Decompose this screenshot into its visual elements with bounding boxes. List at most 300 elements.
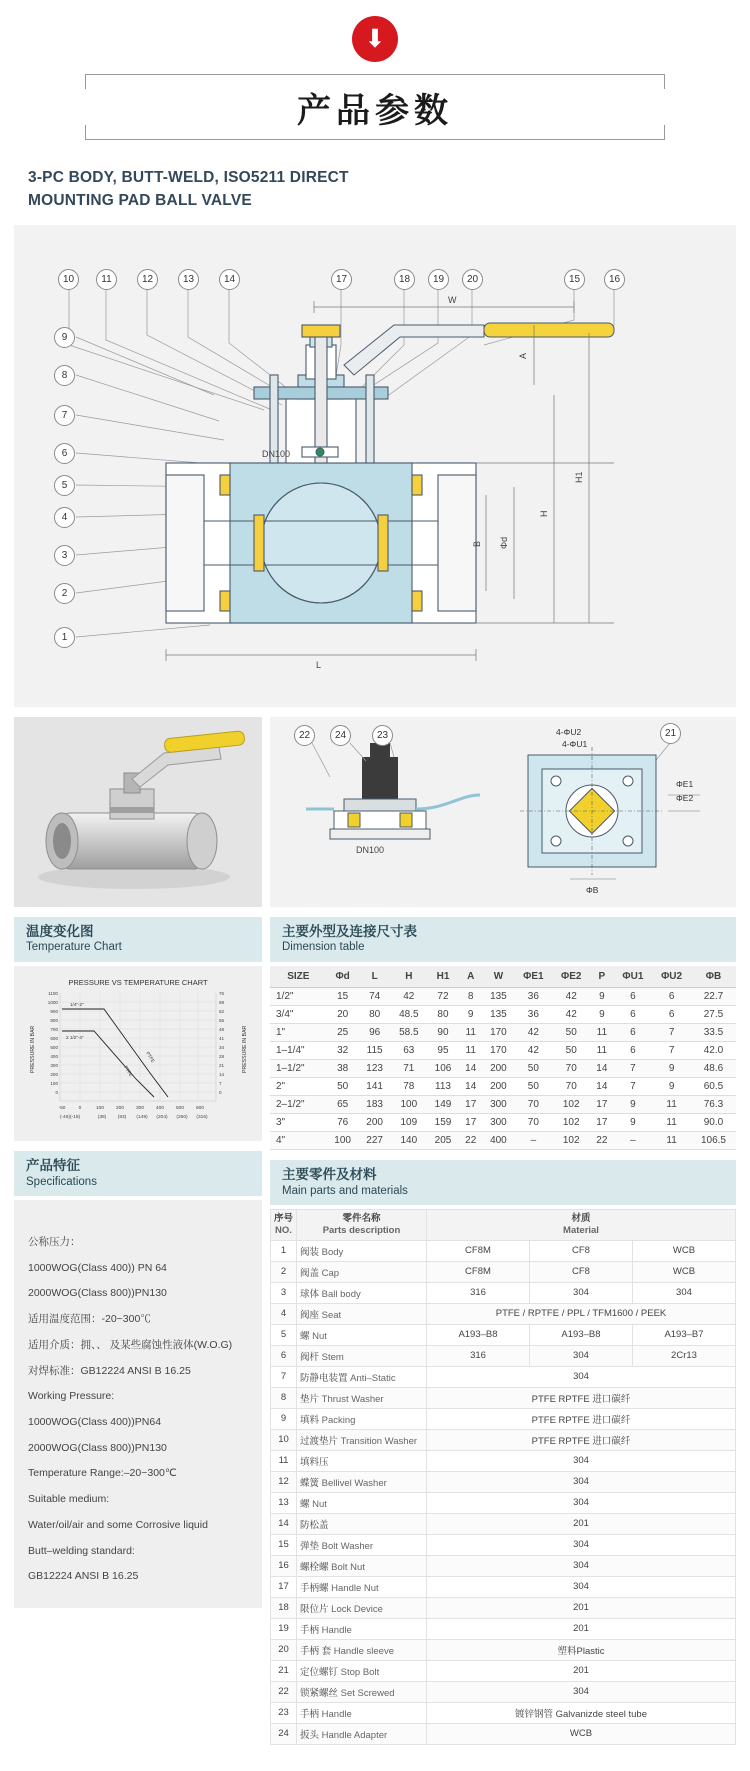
dim-cell: 14 bbox=[590, 1059, 613, 1077]
table-row bbox=[271, 1282, 736, 1303]
table-row bbox=[271, 1240, 736, 1261]
specifications-title-en: Specifications bbox=[26, 1175, 97, 1188]
dimension-table bbox=[270, 966, 736, 1150]
part-material: 2Cr13 bbox=[632, 1345, 735, 1366]
part-name: 锁紧螺丝 Set Screwed bbox=[297, 1681, 427, 1702]
dim-cell: 106 bbox=[427, 1059, 459, 1077]
part-number: 17 bbox=[271, 1576, 297, 1597]
dim-cell: 3/4" bbox=[270, 1005, 327, 1023]
dim-cell: 50 bbox=[514, 1077, 552, 1095]
dim-cell: 15 bbox=[327, 987, 359, 1005]
dim-cell: 113 bbox=[427, 1077, 459, 1095]
dim-col: ΦE2 bbox=[552, 966, 590, 988]
callout-6: 6 bbox=[54, 443, 75, 464]
specifications-header bbox=[14, 1151, 262, 1196]
svg-text:0: 0 bbox=[219, 1090, 222, 1096]
table-row bbox=[271, 1555, 736, 1576]
part-number: 21 bbox=[271, 1660, 297, 1681]
svg-text:200: 200 bbox=[50, 1072, 58, 1078]
dim-cell: 183 bbox=[359, 1095, 391, 1113]
part-material: 201 bbox=[427, 1513, 736, 1534]
dim-cell: 50 bbox=[552, 1023, 590, 1041]
dim-cell: 63 bbox=[391, 1041, 427, 1059]
svg-text:400: 400 bbox=[50, 1054, 58, 1060]
dim-cell: 42 bbox=[391, 987, 427, 1005]
svg-text:(204): (204) bbox=[156, 1115, 168, 1121]
dim-cell: 76.3 bbox=[691, 1095, 736, 1113]
table-row bbox=[271, 1324, 736, 1345]
svg-text:200: 200 bbox=[115, 1106, 125, 1112]
svg-text:300: 300 bbox=[135, 1106, 145, 1112]
part-material: CF8M bbox=[427, 1240, 530, 1261]
svg-text:100: 100 bbox=[95, 1106, 105, 1112]
part-name: 限位片 Lock Device bbox=[297, 1597, 427, 1618]
dim-cell: 100 bbox=[391, 1095, 427, 1113]
dim-cell: 6 bbox=[652, 987, 691, 1005]
part-material: 304 bbox=[427, 1471, 736, 1492]
callout-12: 12 bbox=[137, 269, 158, 290]
svg-text:PRESSURE VS TEMPERATURE CHART: PRESSURE VS TEMPERATURE CHART bbox=[68, 978, 208, 988]
callout-5: 5 bbox=[54, 475, 75, 496]
svg-text:600: 600 bbox=[195, 1106, 205, 1112]
parts-table-header bbox=[270, 1160, 736, 1205]
dim-cell: 58.5 bbox=[391, 1023, 427, 1041]
dim-cell: 25 bbox=[327, 1023, 359, 1041]
dim-col: L bbox=[359, 966, 391, 988]
part-name: 手柄 Handle bbox=[297, 1618, 427, 1639]
part-material: 201 bbox=[427, 1597, 736, 1618]
specifications-body bbox=[14, 1200, 262, 1608]
dim-cell: 9 bbox=[614, 1113, 653, 1131]
dim-cell: 6 bbox=[652, 1005, 691, 1023]
dim-cell: 149 bbox=[427, 1095, 459, 1113]
part-material: 304 bbox=[427, 1492, 736, 1513]
dim-cell: 78 bbox=[391, 1077, 427, 1095]
svg-text:76: 76 bbox=[219, 991, 225, 997]
dim-cell: 96 bbox=[359, 1023, 391, 1041]
dim-cell: 9 bbox=[459, 1005, 482, 1023]
dim-cell: 14 bbox=[459, 1077, 482, 1095]
part-material: 304 bbox=[427, 1534, 736, 1555]
arrow-banner bbox=[0, 0, 750, 68]
svg-text:2 1/2"-4": 2 1/2"-4" bbox=[66, 1035, 84, 1041]
svg-text:62: 62 bbox=[219, 1009, 225, 1015]
svg-text:0: 0 bbox=[55, 1090, 58, 1096]
dim-col: ΦE1 bbox=[514, 966, 552, 988]
svg-text:48: 48 bbox=[219, 1027, 225, 1033]
svg-text:DN100: DN100 bbox=[262, 448, 291, 459]
table-row bbox=[271, 1408, 736, 1429]
dim-cell: 11 bbox=[590, 1041, 613, 1059]
dim-cell: 170 bbox=[482, 1023, 514, 1041]
callout-14: 14 bbox=[219, 269, 240, 290]
dim-cell: 80 bbox=[359, 1005, 391, 1023]
dim-cell: 7 bbox=[652, 1041, 691, 1059]
part-name: 填料 Packing bbox=[297, 1408, 427, 1429]
parts-mat-cn: 材质 bbox=[571, 1213, 591, 1224]
dim-cell: 100 bbox=[327, 1131, 359, 1149]
part-material: A193–B7 bbox=[632, 1324, 735, 1345]
dim-cell: 170 bbox=[482, 1041, 514, 1059]
dim-cell: 109 bbox=[391, 1113, 427, 1131]
svg-text:41: 41 bbox=[219, 1036, 225, 1042]
dim-cell: 70 bbox=[514, 1113, 552, 1131]
part-number: 2 bbox=[271, 1261, 297, 1282]
spec-line: 适用介质：拥、、 及某些腐蚀性液体(W.O.G) bbox=[28, 1338, 233, 1351]
callout-10: 10 bbox=[58, 269, 79, 290]
dim-cell: 11 bbox=[652, 1095, 691, 1113]
tables-column bbox=[270, 917, 736, 1745]
pressure-temperature-chart bbox=[14, 966, 262, 1141]
part-name: 阀装 Body bbox=[297, 1240, 427, 1261]
assembly-svg bbox=[14, 225, 736, 707]
dim-cell: 8 bbox=[459, 987, 482, 1005]
dim-cell: 42 bbox=[514, 1041, 552, 1059]
svg-text:(149): (149) bbox=[136, 1115, 148, 1121]
dim-cell: 95 bbox=[427, 1041, 459, 1059]
callout-15: 15 bbox=[564, 269, 585, 290]
part-name: 螺 Nut bbox=[297, 1492, 427, 1513]
dim-cell: 27.5 bbox=[691, 1005, 736, 1023]
svg-text:A: A bbox=[518, 352, 528, 359]
table-row bbox=[271, 1618, 736, 1639]
spec-line: 对焊标准：GB12224 ANSI B 16.25 bbox=[28, 1364, 191, 1377]
dim-cell: 102 bbox=[552, 1113, 590, 1131]
parts-header-row bbox=[271, 1210, 736, 1241]
dim-col: Φd bbox=[327, 966, 359, 988]
dim-col: W bbox=[482, 966, 514, 988]
dim-cell: 70 bbox=[552, 1059, 590, 1077]
part-number: 6 bbox=[271, 1345, 297, 1366]
chart-and-dimension-row bbox=[14, 917, 736, 1745]
svg-text:700: 700 bbox=[50, 1027, 58, 1033]
callout-20: 20 bbox=[462, 269, 483, 290]
dim-cell: 42 bbox=[552, 1005, 590, 1023]
dim-cell: 1/2" bbox=[270, 987, 327, 1005]
part-material: 304 bbox=[427, 1450, 736, 1471]
part-material: 316 bbox=[427, 1282, 530, 1303]
dim-cell: 90 bbox=[427, 1023, 459, 1041]
handle-graphic bbox=[344, 323, 614, 375]
part-number: 10 bbox=[271, 1429, 297, 1450]
table-row bbox=[270, 1041, 736, 1059]
parts-materials-table bbox=[270, 1209, 736, 1745]
dim-cell: 22 bbox=[459, 1131, 482, 1149]
svg-text:400: 400 bbox=[155, 1106, 165, 1112]
spec-line: 1000WOG(Class 400))PN64 bbox=[28, 1416, 162, 1429]
dim-cell: 7 bbox=[652, 1023, 691, 1041]
part-material: 304 bbox=[427, 1681, 736, 1702]
callout-4: 4 bbox=[54, 507, 75, 528]
callout-3: 3 bbox=[54, 545, 75, 566]
dim-cell: 1–1/4" bbox=[270, 1041, 327, 1059]
valve-product-photo bbox=[14, 717, 262, 907]
part-material: A193–B8 bbox=[427, 1324, 530, 1345]
dim-cell: 42 bbox=[552, 987, 590, 1005]
svg-text:1/4"-2": 1/4"-2" bbox=[70, 1002, 84, 1008]
parts-col-name bbox=[297, 1210, 427, 1241]
svg-text:21: 21 bbox=[219, 1063, 225, 1069]
callout-19: 19 bbox=[428, 269, 449, 290]
spec-line: 适用温度范围：-20~300℃ bbox=[28, 1313, 151, 1326]
svg-text:PTFE: PTFE bbox=[123, 1065, 134, 1078]
part-number: 9 bbox=[271, 1408, 297, 1429]
dim-col: H bbox=[391, 966, 427, 988]
table-row bbox=[271, 1639, 736, 1660]
dim-col: ΦB bbox=[691, 966, 736, 988]
part-number: 4 bbox=[271, 1303, 297, 1324]
table-row bbox=[270, 1023, 736, 1041]
part-number: 16 bbox=[271, 1555, 297, 1576]
part-number: 15 bbox=[271, 1534, 297, 1555]
dimension-title-en: Dimension table bbox=[282, 941, 365, 954]
dim-cell: 32 bbox=[327, 1041, 359, 1059]
dim-cell: – bbox=[514, 1131, 552, 1149]
table-row bbox=[271, 1597, 736, 1618]
spec-line: 1000WOG(Class 400)) PN 64 bbox=[28, 1261, 167, 1274]
part-number: 20 bbox=[271, 1639, 297, 1660]
dim-cell: 65 bbox=[327, 1095, 359, 1113]
svg-text:W: W bbox=[448, 294, 457, 305]
part-name: 手柄 套 Handle sleeve bbox=[297, 1639, 427, 1660]
parts-title-en: Main parts and materials bbox=[282, 1184, 408, 1197]
part-name: 阀杆 Stem bbox=[297, 1345, 427, 1366]
dim-cell: 11 bbox=[590, 1023, 613, 1041]
part-number: 8 bbox=[271, 1387, 297, 1408]
dim-cell: 300 bbox=[482, 1113, 514, 1131]
dim-cell: 141 bbox=[359, 1077, 391, 1095]
table-row bbox=[271, 1702, 736, 1723]
part-material: CF8 bbox=[529, 1240, 632, 1261]
table-row bbox=[271, 1429, 736, 1450]
part-name: 螺栓螺 Bolt Nut bbox=[297, 1555, 427, 1576]
dim-cell: 9 bbox=[590, 1005, 613, 1023]
table-row bbox=[271, 1681, 736, 1702]
svg-text:1000: 1000 bbox=[47, 1000, 58, 1006]
svg-text:ΦE1: ΦE1 bbox=[676, 778, 694, 789]
part-name: 手柄 Handle bbox=[297, 1702, 427, 1723]
table-row bbox=[271, 1345, 736, 1366]
svg-text:7: 7 bbox=[219, 1081, 222, 1087]
dim-cell: 6 bbox=[614, 1041, 653, 1059]
svg-text:69: 69 bbox=[219, 1000, 225, 1006]
svg-text:(260): (260) bbox=[176, 1115, 188, 1121]
dim-cell: 159 bbox=[427, 1113, 459, 1131]
callout-13: 13 bbox=[178, 269, 199, 290]
dim-cell: 9 bbox=[652, 1059, 691, 1077]
dim-cell: 70 bbox=[552, 1077, 590, 1095]
table-row bbox=[270, 987, 736, 1005]
dim-cell: 42 bbox=[514, 1023, 552, 1041]
dim-cell: 140 bbox=[391, 1131, 427, 1149]
part-name: 蝶簧 Bellivel Washer bbox=[297, 1471, 427, 1492]
svg-text:4-ΦU2: 4-ΦU2 bbox=[556, 726, 582, 737]
dim-cell: 48.5 bbox=[391, 1005, 427, 1023]
part-number: 24 bbox=[271, 1723, 297, 1744]
dim-cell: 7 bbox=[614, 1077, 653, 1095]
dim-cell: 1" bbox=[270, 1023, 327, 1041]
spec-line: Water/oil/air and some Corrosive liquid bbox=[28, 1518, 208, 1531]
table-row bbox=[270, 1113, 736, 1131]
svg-text:28: 28 bbox=[219, 1054, 225, 1060]
table-row bbox=[271, 1492, 736, 1513]
svg-text:PTFE: PTFE bbox=[145, 1051, 156, 1064]
dim-col: P bbox=[590, 966, 613, 988]
valve-assembly-drawing bbox=[14, 225, 736, 707]
dim-cell: 36 bbox=[514, 987, 552, 1005]
callout-7: 7 bbox=[54, 405, 75, 426]
part-name: 弹垫 Bolt Washer bbox=[297, 1534, 427, 1555]
spec-line: 2000WOG(Class 800))PN130 bbox=[28, 1287, 167, 1300]
dim-cell: 115 bbox=[359, 1041, 391, 1059]
table-row bbox=[270, 1131, 736, 1149]
dim-cell: 80 bbox=[427, 1005, 459, 1023]
dim-cell: 50 bbox=[514, 1059, 552, 1077]
table-row bbox=[271, 1261, 736, 1282]
dim-cell: 50 bbox=[552, 1041, 590, 1059]
part-material: 304 bbox=[427, 1576, 736, 1597]
svg-text:PRESSURE IN BAR: PRESSURE IN BAR bbox=[242, 1025, 248, 1074]
dim-cell: 36 bbox=[514, 1005, 552, 1023]
svg-text:Φd: Φd bbox=[499, 536, 509, 549]
table-row bbox=[271, 1366, 736, 1387]
spec-line: 2000WOG(Class 800))PN130 bbox=[28, 1441, 167, 1454]
part-number: 1 bbox=[271, 1240, 297, 1261]
subtitle-line-2: MOUNTING PAD BALL VALVE bbox=[28, 192, 252, 210]
photo-and-details-row bbox=[14, 717, 736, 907]
part-name: 阀座 Seat bbox=[297, 1303, 427, 1324]
part-material: CF8M bbox=[427, 1261, 530, 1282]
down-arrow-icon: ⬇ bbox=[352, 16, 398, 62]
table-row bbox=[270, 1005, 736, 1023]
callout-2: 2 bbox=[54, 583, 75, 604]
callout-11: 11 bbox=[96, 269, 117, 290]
dim-cell: 38 bbox=[327, 1059, 359, 1077]
svg-text:500: 500 bbox=[50, 1045, 58, 1051]
dim-cell: 135 bbox=[482, 1005, 514, 1023]
dim-cell: 90.0 bbox=[691, 1113, 736, 1131]
table-row bbox=[270, 1077, 736, 1095]
dim-cell: 11 bbox=[459, 1041, 482, 1059]
callout-24: 24 bbox=[330, 725, 351, 746]
svg-text:900: 900 bbox=[50, 1009, 58, 1015]
spec-line: 公称压力： bbox=[28, 1236, 81, 1248]
svg-text:H1: H1 bbox=[574, 470, 584, 483]
dim-cell: 14 bbox=[459, 1059, 482, 1077]
callout-23: 23 bbox=[372, 725, 393, 746]
callout-18: 18 bbox=[394, 269, 415, 290]
dim-cell: 17 bbox=[590, 1113, 613, 1131]
dim-cell: 200 bbox=[482, 1077, 514, 1095]
dim-cell: 9 bbox=[614, 1095, 653, 1113]
callout-17: 17 bbox=[331, 269, 352, 290]
svg-text:(38): (38) bbox=[97, 1115, 107, 1121]
dim-cell: 1–1/2" bbox=[270, 1059, 327, 1077]
part-number: 5 bbox=[271, 1324, 297, 1345]
svg-text:-50: -50 bbox=[58, 1106, 66, 1112]
part-material: PTFE / RPTFE / PPL / TFM1600 / PEEK bbox=[427, 1303, 736, 1324]
dim-col: ΦU1 bbox=[614, 966, 653, 988]
parts-no-en: NO. bbox=[275, 1224, 292, 1236]
svg-text:500: 500 bbox=[175, 1106, 185, 1112]
detail-drawings bbox=[270, 717, 736, 907]
part-material: WCB bbox=[632, 1261, 735, 1282]
table-row bbox=[271, 1576, 736, 1597]
dim-cell: 22 bbox=[590, 1131, 613, 1149]
svg-text:(-46)(-18): (-46)(-18) bbox=[59, 1115, 81, 1121]
part-material: 201 bbox=[427, 1618, 736, 1639]
part-number: 7 bbox=[271, 1366, 297, 1387]
dim-cell: 6 bbox=[614, 987, 653, 1005]
callout-8: 8 bbox=[54, 365, 75, 386]
svg-text:DN100: DN100 bbox=[356, 844, 385, 855]
part-material: 304 bbox=[427, 1366, 736, 1387]
svg-text:1100: 1100 bbox=[48, 991, 58, 997]
dim-cell: 11 bbox=[459, 1023, 482, 1041]
callout-9: 9 bbox=[54, 327, 75, 348]
dimension-header-row bbox=[270, 966, 736, 988]
part-number: 12 bbox=[271, 1471, 297, 1492]
callout-1: 1 bbox=[54, 627, 75, 648]
dim-cell: 70 bbox=[514, 1095, 552, 1113]
dim-cell: 200 bbox=[359, 1113, 391, 1131]
svg-text:55: 55 bbox=[219, 1018, 225, 1024]
svg-text:B: B bbox=[472, 540, 482, 547]
svg-text:800: 800 bbox=[50, 1018, 58, 1024]
dim-cell: 106.5 bbox=[691, 1131, 736, 1149]
part-number: 3 bbox=[271, 1282, 297, 1303]
part-name: 定位螺钉 Stop Bolt bbox=[297, 1660, 427, 1681]
dim-cell: 6 bbox=[614, 1023, 653, 1041]
part-number: 14 bbox=[271, 1513, 297, 1534]
dim-cell: 17 bbox=[459, 1095, 482, 1113]
part-material: 304 bbox=[529, 1345, 632, 1366]
part-name: 球体 Ball body bbox=[297, 1282, 427, 1303]
part-material: 304 bbox=[427, 1555, 736, 1576]
table-row bbox=[270, 1059, 736, 1077]
table-row bbox=[271, 1513, 736, 1534]
dim-cell: 71 bbox=[391, 1059, 427, 1077]
dim-cell: 227 bbox=[359, 1131, 391, 1149]
dim-cell: 60.5 bbox=[691, 1077, 736, 1095]
dim-cell: 72 bbox=[427, 987, 459, 1005]
dim-cell: 11 bbox=[652, 1113, 691, 1131]
dim-cell: 50 bbox=[327, 1077, 359, 1095]
table-row bbox=[271, 1660, 736, 1681]
svg-text:ΦE2: ΦE2 bbox=[676, 792, 694, 803]
part-name: 手柄螺 Handle Nut bbox=[297, 1576, 427, 1597]
part-material: A193–B8 bbox=[529, 1324, 632, 1345]
dim-cell: 20 bbox=[327, 1005, 359, 1023]
specifications-title-cn: 产品特征 bbox=[26, 1157, 80, 1173]
page-title: 产品参数 bbox=[283, 83, 467, 132]
table-row bbox=[271, 1471, 736, 1492]
dim-cell: 33.5 bbox=[691, 1023, 736, 1041]
part-material: 201 bbox=[427, 1660, 736, 1681]
title-frame bbox=[85, 74, 665, 140]
dim-cell: 11 bbox=[652, 1131, 691, 1149]
svg-text:600: 600 bbox=[50, 1036, 58, 1042]
dim-cell: 135 bbox=[482, 987, 514, 1005]
dim-cell: 123 bbox=[359, 1059, 391, 1077]
parts-name-cn: 零件名称 bbox=[342, 1213, 381, 1224]
dim-cell: 7 bbox=[614, 1059, 653, 1077]
dim-cell: 17 bbox=[590, 1095, 613, 1113]
svg-text:4-ΦU1: 4-ΦU1 bbox=[562, 738, 588, 749]
part-name: 垫片 Thrust Washer bbox=[297, 1387, 427, 1408]
part-name: 螺 Nut bbox=[297, 1324, 427, 1345]
part-number: 19 bbox=[271, 1618, 297, 1639]
